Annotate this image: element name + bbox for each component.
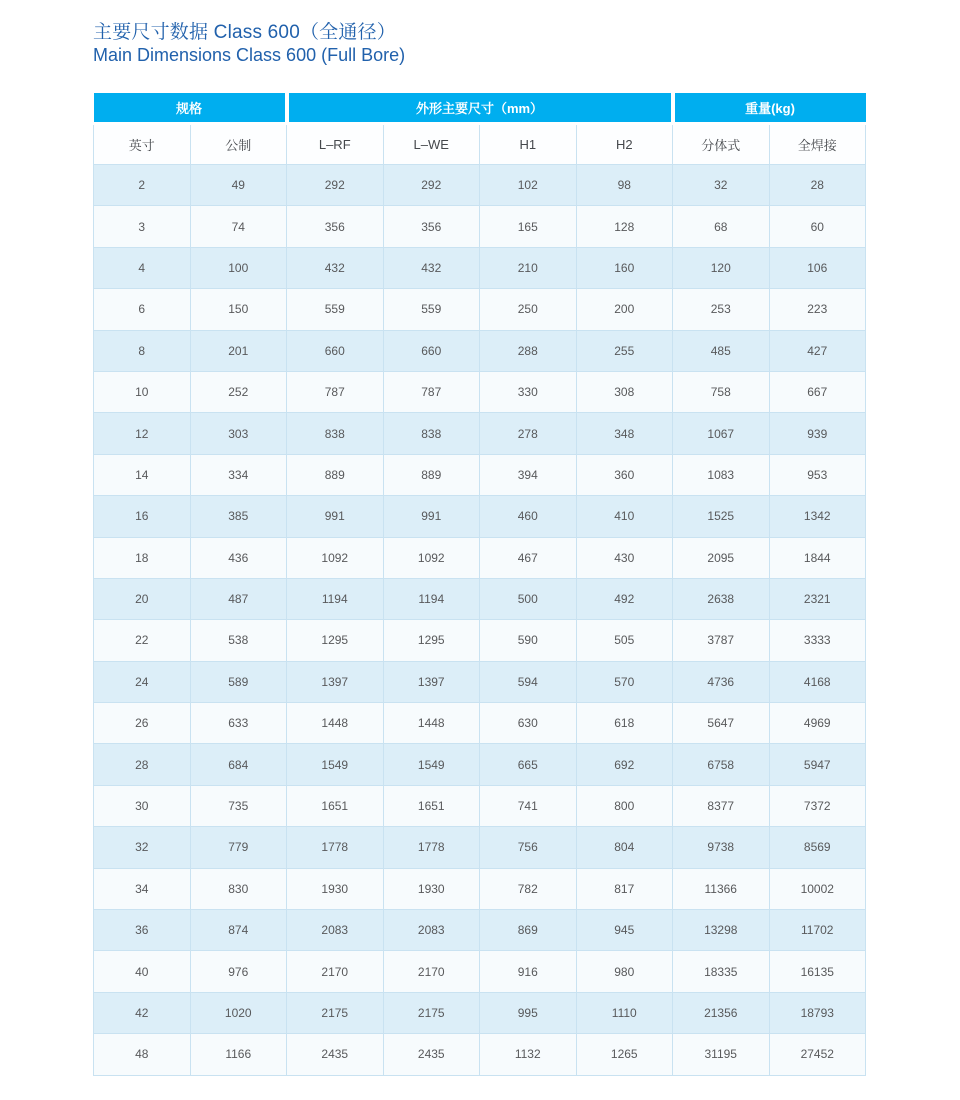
table-cell: 1397 [383, 661, 480, 702]
table-cell: 1525 [673, 496, 770, 537]
table-cell: 49 [190, 165, 287, 206]
table-cell: 7372 [769, 785, 866, 826]
column-header-l-we: L–WE [383, 124, 480, 165]
table-cell: 1295 [383, 620, 480, 661]
table-cell: 467 [480, 537, 577, 578]
table-cell: 1067 [673, 413, 770, 454]
table-cell: 838 [287, 413, 384, 454]
table-cell: 292 [287, 165, 384, 206]
table-row [94, 785, 866, 826]
table-cell: 165 [480, 206, 577, 247]
table-cell: 22 [94, 620, 191, 661]
table-cell: 36 [94, 910, 191, 951]
table-cell: 40 [94, 951, 191, 992]
table-cell: 120 [673, 247, 770, 288]
column-header-fully-welded: 全焊接 [769, 124, 866, 165]
table-cell: 460 [480, 496, 577, 537]
table-cell: 538 [190, 620, 287, 661]
table-cell: 830 [190, 868, 287, 909]
table-row [94, 827, 866, 868]
page-title [93, 21, 405, 67]
page-title-chinese: 主要尺寸数据 Class 600（全通径） [93, 22, 396, 43]
table-cell: 432 [383, 247, 480, 288]
table-cell: 594 [480, 661, 577, 702]
table-cell: 485 [673, 330, 770, 371]
table-cell: 1020 [190, 992, 287, 1033]
table-cell: 410 [576, 496, 673, 537]
table-cell: 160 [576, 247, 673, 288]
table-cell: 4 [94, 247, 191, 288]
table-cell: 292 [383, 165, 480, 206]
group-header-spec: 规格 [94, 93, 287, 124]
table-cell: 1132 [480, 1034, 577, 1075]
table-cell: 253 [673, 289, 770, 330]
table-row [94, 661, 866, 702]
table-cell: 692 [576, 744, 673, 785]
table-cell: 26 [94, 703, 191, 744]
table-cell: 6758 [673, 744, 770, 785]
dimensions-table [93, 93, 866, 1076]
table-cell: 16135 [769, 951, 866, 992]
table-cell: 32 [673, 165, 770, 206]
table-cell: 100 [190, 247, 287, 288]
table-cell: 487 [190, 578, 287, 619]
table-cell: 995 [480, 992, 577, 1033]
table-cell: 8377 [673, 785, 770, 826]
table-row [94, 330, 866, 371]
table-cell: 2083 [383, 910, 480, 951]
table-cell: 1083 [673, 454, 770, 495]
table-cell: 5647 [673, 703, 770, 744]
table-cell: 2083 [287, 910, 384, 951]
table-cell: 838 [383, 413, 480, 454]
table-cell: 308 [576, 371, 673, 412]
table-cell: 1295 [287, 620, 384, 661]
table-cell: 150 [190, 289, 287, 330]
table-cell: 1651 [383, 785, 480, 826]
table-cell: 360 [576, 454, 673, 495]
table-cell: 758 [673, 371, 770, 412]
table-cell: 1265 [576, 1034, 673, 1075]
table-cell: 288 [480, 330, 577, 371]
table-cell: 8569 [769, 827, 866, 868]
table-cell: 128 [576, 206, 673, 247]
column-header-metric: 公制 [190, 124, 287, 165]
table-cell: 1549 [383, 744, 480, 785]
table-cell: 1651 [287, 785, 384, 826]
table-cell: 356 [287, 206, 384, 247]
table-cell: 42 [94, 992, 191, 1033]
table-cell: 1930 [383, 868, 480, 909]
table-cell: 32 [94, 827, 191, 868]
table-cell: 800 [576, 785, 673, 826]
column-header-h1: H1 [480, 124, 577, 165]
table-cell: 6 [94, 289, 191, 330]
table-cell: 11702 [769, 910, 866, 951]
table-cell: 330 [480, 371, 577, 412]
table-cell: 303 [190, 413, 287, 454]
table-row [94, 289, 866, 330]
table-cell: 1448 [383, 703, 480, 744]
table-cell: 13298 [673, 910, 770, 951]
table-cell: 4969 [769, 703, 866, 744]
table-cell: 684 [190, 744, 287, 785]
table-cell: 28 [94, 744, 191, 785]
table-cell: 782 [480, 868, 577, 909]
table-row [94, 206, 866, 247]
table-cell: 14 [94, 454, 191, 495]
table-cell: 2435 [383, 1034, 480, 1075]
table-cell: 618 [576, 703, 673, 744]
column-header-h2: H2 [576, 124, 673, 165]
table-cell: 492 [576, 578, 673, 619]
table-cell: 2638 [673, 578, 770, 619]
table-cell: 1448 [287, 703, 384, 744]
table-cell: 18 [94, 537, 191, 578]
table-cell: 10 [94, 371, 191, 412]
table-cell: 980 [576, 951, 673, 992]
table-cell: 779 [190, 827, 287, 868]
group-header-weight: 重量(kg) [673, 93, 866, 124]
table-cell: 356 [383, 206, 480, 247]
table-cell: 9738 [673, 827, 770, 868]
table-cell: 889 [383, 454, 480, 495]
table-cell: 787 [383, 371, 480, 412]
table-cell: 30 [94, 785, 191, 826]
table-cell: 24 [94, 661, 191, 702]
table-cell: 102 [480, 165, 577, 206]
table-cell: 1778 [287, 827, 384, 868]
table-cell: 436 [190, 537, 287, 578]
table-cell: 427 [769, 330, 866, 371]
table-row [94, 910, 866, 951]
table-cell: 1397 [287, 661, 384, 702]
table-cell: 1166 [190, 1034, 287, 1075]
table-cell: 991 [383, 496, 480, 537]
table-row [94, 620, 866, 661]
table-cell: 31195 [673, 1034, 770, 1075]
table-cell: 20 [94, 578, 191, 619]
table-cell: 1194 [383, 578, 480, 619]
table-cell: 1092 [383, 537, 480, 578]
table-cell: 976 [190, 951, 287, 992]
table-cell: 630 [480, 703, 577, 744]
table-cell: 8 [94, 330, 191, 371]
table-row [94, 578, 866, 619]
table-cell: 500 [480, 578, 577, 619]
table-header [94, 93, 866, 165]
table-row [94, 992, 866, 1033]
table-cell: 432 [287, 247, 384, 288]
table-cell: 945 [576, 910, 673, 951]
table-cell: 869 [480, 910, 577, 951]
table-cell: 4736 [673, 661, 770, 702]
table-cell: 278 [480, 413, 577, 454]
column-header-inch: 英寸 [94, 124, 191, 165]
table-cell: 74 [190, 206, 287, 247]
table-cell: 98 [576, 165, 673, 206]
table-cell: 787 [287, 371, 384, 412]
group-header-dimensions: 外形主要尺寸（mm） [287, 93, 673, 124]
table-cell: 667 [769, 371, 866, 412]
table-cell: 334 [190, 454, 287, 495]
table-cell: 201 [190, 330, 287, 371]
table-cell: 2321 [769, 578, 866, 619]
table-cell: 255 [576, 330, 673, 371]
table-row [94, 537, 866, 578]
table-cell: 1194 [287, 578, 384, 619]
table-cell: 665 [480, 744, 577, 785]
table-row [94, 454, 866, 495]
table-cell: 756 [480, 827, 577, 868]
table-cell: 2435 [287, 1034, 384, 1075]
table-cell: 1110 [576, 992, 673, 1033]
table-row [94, 247, 866, 288]
table-row [94, 1034, 866, 1075]
table-cell: 570 [576, 661, 673, 702]
table-cell: 3333 [769, 620, 866, 661]
table-cell: 1844 [769, 537, 866, 578]
table-row [94, 744, 866, 785]
table-cell: 559 [287, 289, 384, 330]
table-cell: 385 [190, 496, 287, 537]
table-cell: 223 [769, 289, 866, 330]
table-cell: 200 [576, 289, 673, 330]
table-cell: 559 [383, 289, 480, 330]
table-cell: 1930 [287, 868, 384, 909]
table-cell: 804 [576, 827, 673, 868]
table-cell: 34 [94, 868, 191, 909]
table-cell: 10002 [769, 868, 866, 909]
table-cell: 12 [94, 413, 191, 454]
table-cell: 2175 [383, 992, 480, 1033]
table-row [94, 413, 866, 454]
table-cell: 18335 [673, 951, 770, 992]
table-cell: 48 [94, 1034, 191, 1075]
group-header-row [94, 93, 866, 124]
table-row [94, 868, 866, 909]
table-cell: 889 [287, 454, 384, 495]
table-cell: 3787 [673, 620, 770, 661]
table-cell: 991 [287, 496, 384, 537]
table-cell: 28 [769, 165, 866, 206]
column-header-l-rf: L–RF [287, 124, 384, 165]
table-cell: 394 [480, 454, 577, 495]
table-cell: 1342 [769, 496, 866, 537]
table-cell: 916 [480, 951, 577, 992]
table-cell: 60 [769, 206, 866, 247]
table-cell: 633 [190, 703, 287, 744]
table-cell: 21356 [673, 992, 770, 1033]
table-cell: 2095 [673, 537, 770, 578]
table-cell: 589 [190, 661, 287, 702]
table-cell: 2175 [287, 992, 384, 1033]
table-cell: 27452 [769, 1034, 866, 1075]
table-cell: 2 [94, 165, 191, 206]
table-cell: 2170 [383, 951, 480, 992]
table-cell: 18793 [769, 992, 866, 1033]
table-row [94, 951, 866, 992]
table-cell: 1092 [287, 537, 384, 578]
table-cell: 660 [287, 330, 384, 371]
table-cell: 817 [576, 868, 673, 909]
table-cell: 590 [480, 620, 577, 661]
table-cell: 953 [769, 454, 866, 495]
column-header-row [94, 124, 866, 165]
column-header-split-type: 分体式 [673, 124, 770, 165]
table-cell: 210 [480, 247, 577, 288]
table-cell: 4168 [769, 661, 866, 702]
table-cell: 250 [480, 289, 577, 330]
table-row [94, 496, 866, 537]
table-cell: 3 [94, 206, 191, 247]
table-cell: 874 [190, 910, 287, 951]
table-cell: 430 [576, 537, 673, 578]
table-row [94, 703, 866, 744]
table-cell: 5947 [769, 744, 866, 785]
table-cell: 348 [576, 413, 673, 454]
table-cell: 2170 [287, 951, 384, 992]
table-cell: 505 [576, 620, 673, 661]
table-cell: 1778 [383, 827, 480, 868]
table-cell: 16 [94, 496, 191, 537]
table-cell: 11366 [673, 868, 770, 909]
table-cell: 252 [190, 371, 287, 412]
table-cell: 741 [480, 785, 577, 826]
table-row [94, 371, 866, 412]
table-cell: 1549 [287, 744, 384, 785]
page-title-english: Main Dimensions Class 600 (Full Bore) [93, 45, 406, 65]
table-row [94, 165, 866, 206]
table-cell: 939 [769, 413, 866, 454]
table-cell: 660 [383, 330, 480, 371]
table-cell: 68 [673, 206, 770, 247]
table-cell: 735 [190, 785, 287, 826]
table-cell: 106 [769, 247, 866, 288]
table-body [94, 165, 866, 1076]
